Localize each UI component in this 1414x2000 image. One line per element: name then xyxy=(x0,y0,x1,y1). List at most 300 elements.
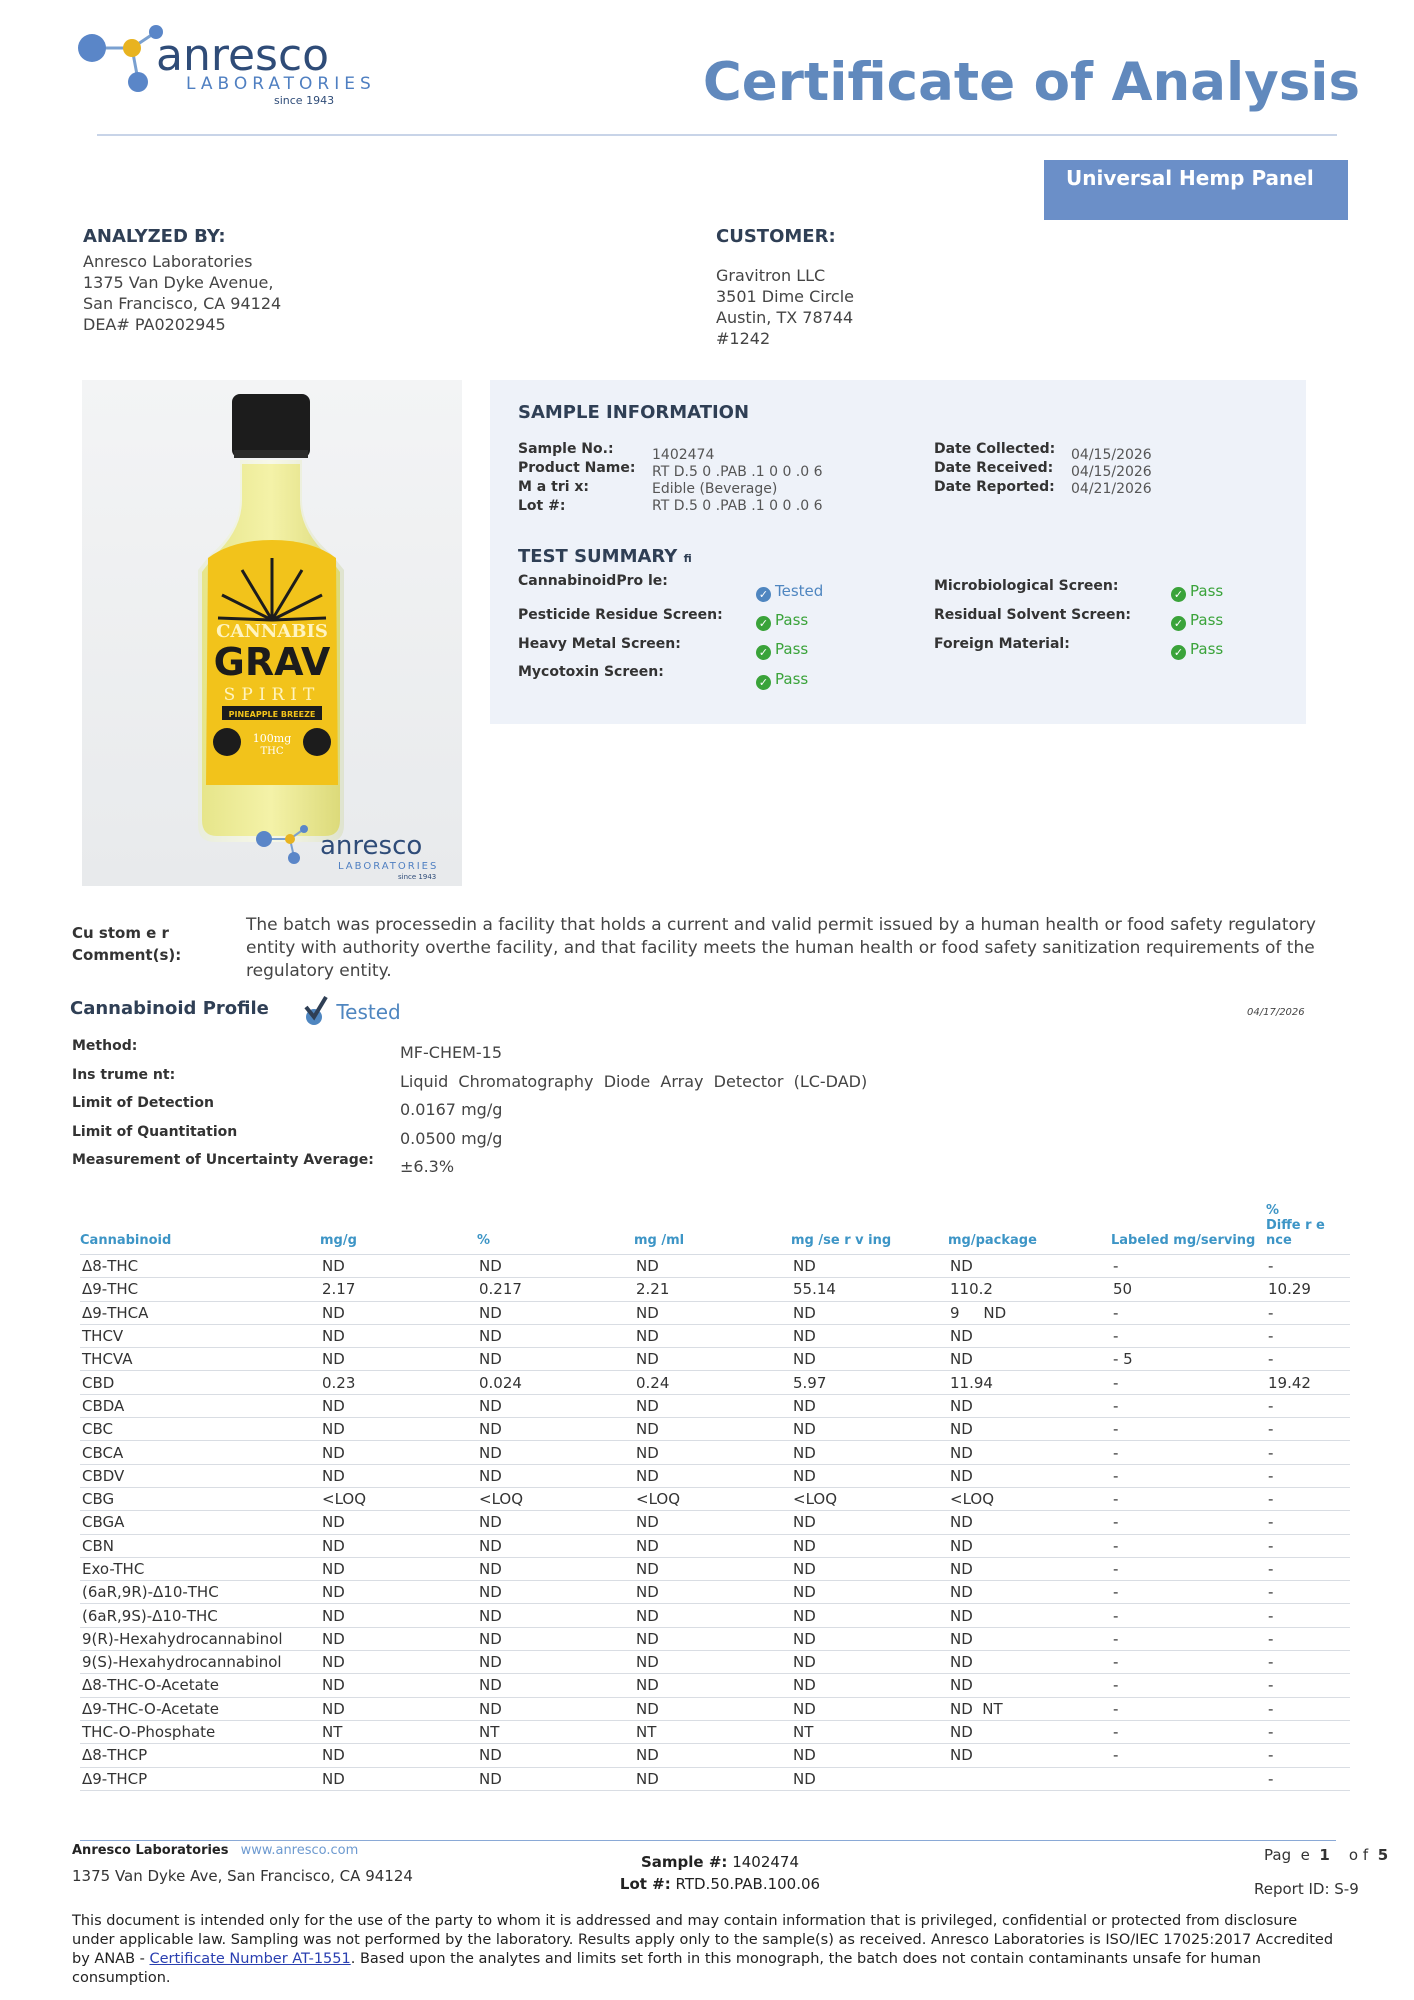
method-label: Limit of Quantitation xyxy=(72,1124,238,1140)
cannabinoid-table xyxy=(80,1203,1350,1791)
table-cell: - xyxy=(1266,1697,1350,1720)
info-value: RT D.5 0 .PAB .1 0 0 .0 6 xyxy=(652,464,823,480)
page-total: 5 xyxy=(1377,1846,1389,1864)
cannabinoid-name: CBC xyxy=(80,1418,320,1441)
summary-label: Residual Solvent Screen: xyxy=(934,607,1132,623)
table-cell: ND xyxy=(320,1348,477,1371)
info-value: RT D.5 0 .PAB .1 0 0 .0 6 xyxy=(652,498,823,514)
table-cell: 9 ND xyxy=(948,1301,1111,1324)
info-label: M a tri x: xyxy=(518,479,590,495)
table-cell: ND xyxy=(320,1394,477,1417)
table-cell: ND xyxy=(320,1581,477,1604)
table-cell: 0.217 xyxy=(477,1278,634,1301)
table-cell: ND xyxy=(634,1511,791,1534)
table-cell: - xyxy=(1266,1511,1350,1534)
table-cell: - xyxy=(1111,1627,1266,1650)
test-summary-heading xyxy=(518,546,692,567)
table-cell: - xyxy=(1266,1394,1350,1417)
table-cell: ND xyxy=(634,1324,791,1347)
table-cell: NT xyxy=(320,1720,477,1743)
comment-label-line: Comment(s): xyxy=(72,946,182,964)
table-cell: ND xyxy=(477,1324,634,1347)
method-value: 0.0167 mg/g xyxy=(400,1100,503,1119)
column-header: mg/g xyxy=(320,1203,477,1255)
panel-badge: Universal Hemp Panel xyxy=(1044,160,1348,220)
table-cell: ND xyxy=(948,1557,1111,1580)
method-label: Limit of Detection xyxy=(72,1095,214,1111)
table-cell: - xyxy=(1266,1604,1350,1627)
table-cell: ND xyxy=(634,1418,791,1441)
profile-heading: Cannabinoid Profile xyxy=(70,998,269,1019)
table-cell: - xyxy=(1266,1255,1350,1278)
table-header-row xyxy=(80,1203,1350,1255)
cannabinoid-name: Δ9-THCA xyxy=(80,1301,320,1324)
comment-label xyxy=(72,922,181,966)
summary-label: Mycotoxin Screen: xyxy=(518,664,664,680)
column-header: mg /se r v ing xyxy=(791,1203,948,1255)
summary-status-tested xyxy=(756,582,823,602)
table-row xyxy=(80,1464,1350,1487)
table-cell: - xyxy=(1266,1767,1350,1790)
tested-check-icon xyxy=(302,995,330,1027)
table-cell: ND xyxy=(634,1744,791,1767)
table-body xyxy=(80,1255,1350,1791)
summary-status-pass xyxy=(756,611,808,631)
table-cell: ND xyxy=(791,1394,948,1417)
table-cell: ND xyxy=(477,1301,634,1324)
cannabinoid-name: CBCA xyxy=(80,1441,320,1464)
test-summary-title: TEST SUMMARY xyxy=(518,546,678,567)
table-cell: ND xyxy=(634,1348,791,1371)
bottle-illustration xyxy=(82,380,462,886)
method-label: Method: xyxy=(72,1038,138,1054)
table-cell: ND xyxy=(791,1557,948,1580)
table-cell: ND xyxy=(320,1324,477,1347)
address-line: Austin, TX 78744 xyxy=(716,308,854,327)
page-title: Certificate of Analysis xyxy=(702,52,1360,113)
info-value: Edible (Beverage) xyxy=(652,481,778,497)
table-cell: ND xyxy=(477,1744,634,1767)
table-cell: ND xyxy=(320,1627,477,1650)
table-cell: - xyxy=(1111,1674,1266,1697)
method-labels xyxy=(72,1037,374,1179)
cannabinoid-name: CBD xyxy=(80,1371,320,1394)
table-cell: <LOQ xyxy=(634,1487,791,1510)
table-cell: - xyxy=(1266,1534,1350,1557)
table-row xyxy=(80,1441,1350,1464)
column-header: % xyxy=(477,1203,634,1255)
table-cell: ND xyxy=(634,1767,791,1790)
cannabinoid-name: CBN xyxy=(80,1534,320,1557)
comment-label-line: Cu stom e r xyxy=(72,924,169,942)
cannabinoid-name: THCV xyxy=(80,1324,320,1347)
footer-lab xyxy=(72,1843,358,1858)
table-row xyxy=(80,1278,1350,1301)
sample-info-values xyxy=(652,447,823,515)
table-row xyxy=(80,1511,1350,1534)
table-cell: ND xyxy=(477,1651,634,1674)
product-photo xyxy=(82,380,462,886)
table-cell: - xyxy=(1111,1394,1266,1417)
table-row xyxy=(80,1674,1350,1697)
table-cell: - xyxy=(1111,1441,1266,1464)
table-cell: - xyxy=(1111,1697,1266,1720)
info-label: Sample No.: xyxy=(518,441,614,457)
table-cell: ND xyxy=(948,1511,1111,1534)
table-cell: - xyxy=(1266,1581,1350,1604)
status-text: Tested xyxy=(775,582,824,600)
profile-status xyxy=(302,995,401,1027)
table-cell: ND xyxy=(634,1627,791,1650)
date-values xyxy=(1071,447,1152,498)
anresco-logo xyxy=(76,24,376,114)
table-cell: ND xyxy=(477,1394,634,1417)
table-cell: 0.23 xyxy=(320,1371,477,1394)
summary-label: Foreign Material: xyxy=(934,636,1070,652)
footer-website-link[interactable]: www.anresco.com xyxy=(240,1843,359,1858)
table-cell: ND xyxy=(320,1674,477,1697)
table-cell: - xyxy=(1266,1487,1350,1510)
table-cell: ND xyxy=(948,1720,1111,1743)
footer-lot xyxy=(550,1873,890,1895)
table-cell: <LOQ xyxy=(477,1487,634,1510)
date-value: 04/15/2026 xyxy=(1071,447,1152,463)
table-cell: ND xyxy=(948,1651,1111,1674)
table-cell: 10.29 xyxy=(1266,1278,1350,1301)
table-cell: ND xyxy=(791,1348,948,1371)
bottle-text-dose: 100mg xyxy=(252,732,292,745)
table-row xyxy=(80,1720,1350,1743)
table-cell: ND xyxy=(791,1511,948,1534)
table-cell: ND xyxy=(320,1744,477,1767)
table-cell: - xyxy=(1111,1604,1266,1627)
table-cell: 0.024 xyxy=(477,1371,634,1394)
footer-divider xyxy=(80,1840,1336,1841)
cannabinoid-name: Exo-THC xyxy=(80,1557,320,1580)
table-cell: ND xyxy=(320,1697,477,1720)
table-cell: ND xyxy=(634,1441,791,1464)
cannabinoid-name: CBGA xyxy=(80,1511,320,1534)
table-cell: ND xyxy=(320,1255,477,1278)
info-value: 1402474 xyxy=(652,447,715,463)
footer-lab-name: Anresco Laboratories xyxy=(72,1843,229,1858)
bottle-text-cannabis: CANNABIS xyxy=(216,621,328,642)
table-cell: 2.17 xyxy=(320,1278,477,1301)
table-row xyxy=(80,1418,1350,1441)
disclaimer xyxy=(72,1912,1342,1988)
summary-label: Microbiological Screen: xyxy=(934,578,1119,594)
table-cell: ND xyxy=(634,1604,791,1627)
table-cell: ND xyxy=(791,1464,948,1487)
check-icon: ✓ xyxy=(756,645,771,660)
cannabinoid-name: CBG xyxy=(80,1487,320,1510)
check-icon: ✓ xyxy=(756,616,771,631)
table-row xyxy=(80,1767,1350,1790)
summary-status-pass xyxy=(1171,640,1223,660)
table-row xyxy=(80,1627,1350,1650)
table-cell: - xyxy=(1111,1557,1266,1580)
summary-label: CannabinoidPro le: xyxy=(518,573,668,589)
customer-address xyxy=(716,265,854,349)
table-cell: - xyxy=(1111,1487,1266,1510)
table-cell: ND xyxy=(791,1767,948,1790)
page-word: Pag e xyxy=(1264,1846,1310,1864)
summary-label: Heavy Metal Screen: xyxy=(518,636,681,652)
table-cell: ND xyxy=(320,1418,477,1441)
cannabinoid-name: Δ8-THC xyxy=(80,1255,320,1278)
table-cell: ND xyxy=(320,1557,477,1580)
table-cell: - xyxy=(1266,1418,1350,1441)
table-cell: ND xyxy=(791,1697,948,1720)
table-cell: ND xyxy=(948,1418,1111,1441)
cannabinoid-name: CBDA xyxy=(80,1394,320,1417)
table-cell: ND xyxy=(320,1651,477,1674)
table-row xyxy=(80,1301,1350,1324)
method-value: ±6.3% xyxy=(400,1157,455,1176)
date-label: Date Collected: xyxy=(934,441,1056,457)
address-line: Anresco Laboratories xyxy=(83,252,253,271)
table-cell: - xyxy=(1266,1324,1350,1347)
footer-sample-label: Sample #: xyxy=(641,1853,728,1871)
table-cell: ND xyxy=(634,1301,791,1324)
table-cell: ND xyxy=(634,1534,791,1557)
table-row xyxy=(80,1651,1350,1674)
cannabinoid-name: (6aR,9R)-Δ10-THC xyxy=(80,1581,320,1604)
table-cell: ND xyxy=(948,1674,1111,1697)
table-cell: - xyxy=(1266,1464,1350,1487)
check-icon: ✓ xyxy=(1171,645,1186,660)
address-line: 3501 Dime Circle xyxy=(716,287,855,306)
info-label: Lot #: xyxy=(518,498,566,514)
table-cell: ND xyxy=(948,1255,1111,1278)
table-cell: ND xyxy=(948,1581,1111,1604)
profile-status-text: Tested xyxy=(336,1000,401,1024)
disclaimer-end: . Based upon the analytes and limits set forth in this monograph, the batch does not contain contaminants unsafe for human consumption. xyxy=(72,1951,1261,1986)
check-icon: ✓ xyxy=(1171,587,1186,602)
table-cell: ND xyxy=(477,1697,634,1720)
table-cell: NT xyxy=(634,1720,791,1743)
table-cell: - xyxy=(1266,1557,1350,1580)
comment-text: The batch was processedin a facility that holds a current and valid permit issued by a human health or food safety regulatory entity with authority overthe facility, and that facility meets the human health or food safety sanitization requirements of the regulatory entity. xyxy=(246,915,1316,981)
table-cell: ND xyxy=(477,1627,634,1650)
table-cell: ND xyxy=(791,1324,948,1347)
table-cell: ND xyxy=(320,1441,477,1464)
customer-heading: CUSTOMER: xyxy=(716,226,836,247)
status-text: Pass xyxy=(775,611,809,629)
table-cell: ND NT xyxy=(948,1697,1111,1720)
table-cell: ND xyxy=(477,1255,634,1278)
table-cell: ND xyxy=(477,1557,634,1580)
table-cell: 5.97 xyxy=(791,1371,948,1394)
table-cell: ND xyxy=(634,1255,791,1278)
table-row xyxy=(80,1324,1350,1347)
table-cell: - xyxy=(1111,1581,1266,1604)
table-cell: ND xyxy=(791,1534,948,1557)
check-icon: ✓ xyxy=(756,587,771,602)
page-number: 1 xyxy=(1319,1846,1330,1864)
logo-since: since 1943 xyxy=(274,94,335,107)
table-row xyxy=(80,1604,1350,1627)
table-cell: ND xyxy=(477,1604,634,1627)
status-text: Pass xyxy=(775,670,809,688)
date-label: Date Received: xyxy=(934,460,1054,476)
summary-status-pass xyxy=(756,640,808,660)
table-cell: ND xyxy=(320,1604,477,1627)
table-cell: ND xyxy=(948,1604,1111,1627)
cannabinoid-name: Δ8-THCP xyxy=(80,1744,320,1767)
summary-label: Pesticide Residue Screen: xyxy=(518,607,723,623)
table-cell: 55.14 xyxy=(791,1278,948,1301)
table-cell: - xyxy=(1266,1744,1350,1767)
table-cell: ND xyxy=(320,1767,477,1790)
table-cell: ND xyxy=(791,1604,948,1627)
cannabinoid-name: THCVA xyxy=(80,1348,320,1371)
date-labels xyxy=(934,440,1055,497)
table-cell: <LOQ xyxy=(948,1487,1111,1510)
table-cell: ND xyxy=(948,1348,1111,1371)
address-line: 1375 Van Dyke Avenue, xyxy=(83,273,274,292)
table-cell: - xyxy=(1111,1464,1266,1487)
table-cell: - xyxy=(1266,1627,1350,1650)
table-cell: - xyxy=(1266,1720,1350,1743)
table-cell xyxy=(1111,1767,1266,1790)
method-label: Ins trume nt: xyxy=(72,1067,176,1083)
table-cell: ND xyxy=(320,1301,477,1324)
sample-info-labels xyxy=(518,440,635,516)
summary-status-pass xyxy=(1171,611,1223,631)
bottle-text-dose-unit: THC xyxy=(260,746,284,757)
check-icon: ✓ xyxy=(756,675,771,690)
table-row xyxy=(80,1371,1350,1394)
info-label: Product Name: xyxy=(518,460,636,476)
table-cell: - xyxy=(1111,1534,1266,1557)
table-cell: - xyxy=(1111,1255,1266,1278)
summary-status-pass xyxy=(1171,582,1223,602)
page-of: o f xyxy=(1348,1846,1369,1864)
table-cell: ND xyxy=(791,1627,948,1650)
table-cell: - xyxy=(1111,1418,1266,1441)
table-cell: ND xyxy=(948,1394,1111,1417)
table-row xyxy=(80,1348,1350,1371)
table-row xyxy=(80,1534,1350,1557)
method-value: Liquid Chromatography Diode Array Detector (LC-DAD) xyxy=(400,1072,868,1091)
table-cell: ND xyxy=(791,1651,948,1674)
date-value: 04/15/2026 xyxy=(1071,464,1152,480)
table-cell: 19.42 xyxy=(1266,1371,1350,1394)
photo-logo-word: anresco xyxy=(320,831,423,861)
status-text: Pass xyxy=(1190,611,1224,629)
table-cell: ND xyxy=(948,1534,1111,1557)
table-cell: - xyxy=(1111,1744,1266,1767)
table-cell: ND xyxy=(634,1697,791,1720)
photo-logo-sub: LABORATORIES xyxy=(338,861,439,872)
table-cell: ND xyxy=(948,1744,1111,1767)
column-header: % Diffe r e nce xyxy=(1266,1203,1350,1255)
table-row xyxy=(80,1487,1350,1510)
table-cell: ND xyxy=(634,1464,791,1487)
table-cell: ND xyxy=(791,1674,948,1697)
report-id: Report ID: S-9 xyxy=(1254,1880,1359,1898)
cannabinoid-name: Δ8-THC-O-Acetate xyxy=(80,1674,320,1697)
table-cell: - xyxy=(1111,1371,1266,1394)
table-cell: ND xyxy=(791,1581,948,1604)
address-line: Gravitron LLC xyxy=(716,266,826,285)
disclaimer-text: This document is intended only for the use of the party to whom it is addressed and may contain information that is privileged, confidential or protected from disclosure under applicable law. Sampling was not performed by the laboratory. Results apply only to the sample(s) as received. Anresco Laboratories is ISO/IEC 17025:2017 Accredited by ANAB - xyxy=(72,1913,1334,1967)
table-cell: NT xyxy=(791,1720,948,1743)
table-cell: ND xyxy=(477,1464,634,1487)
method-value: 0.0500 mg/g xyxy=(400,1129,503,1148)
table-cell: ND xyxy=(477,1534,634,1557)
table-cell: 0.24 xyxy=(634,1371,791,1394)
method-values xyxy=(400,1043,867,1185)
table-cell: ND xyxy=(634,1674,791,1697)
table-row xyxy=(80,1394,1350,1417)
check-icon: ✓ xyxy=(1171,616,1186,631)
table-cell: ND xyxy=(791,1418,948,1441)
table-cell: - xyxy=(1266,1674,1350,1697)
photo-logo-since: since 1943 xyxy=(398,873,437,881)
cannabinoid-name: Δ9-THC xyxy=(80,1278,320,1301)
date-value: 04/21/2026 xyxy=(1071,481,1152,497)
logo-wordmark: anresco xyxy=(156,30,330,81)
table-cell: ND xyxy=(634,1557,791,1580)
table-cell: ND xyxy=(791,1301,948,1324)
status-text: Pass xyxy=(1190,582,1224,600)
column-header: mg /ml xyxy=(634,1203,791,1255)
table-cell: - xyxy=(1266,1651,1350,1674)
column-header: mg/package xyxy=(948,1203,1111,1255)
table-cell: 110.2 xyxy=(948,1278,1111,1301)
table-cell: ND xyxy=(948,1324,1111,1347)
date-label: Date Reported: xyxy=(934,479,1055,495)
table-row xyxy=(80,1744,1350,1767)
table-cell: ND xyxy=(477,1418,634,1441)
table-cell: - xyxy=(1266,1348,1350,1371)
analyzed-by-heading: ANALYZED BY: xyxy=(83,226,226,247)
table-cell: ND xyxy=(791,1441,948,1464)
table-cell: <LOQ xyxy=(320,1487,477,1510)
sample-info-heading: SAMPLE INFORMATION xyxy=(518,402,750,423)
cannabinoid-name: 9(R)-Hexahydrocannabinol xyxy=(80,1627,320,1650)
table-cell: ND xyxy=(477,1511,634,1534)
test-summary-suffix: fi xyxy=(683,552,692,565)
method-value: MF-CHEM-15 xyxy=(400,1043,503,1062)
table-cell: ND xyxy=(948,1441,1111,1464)
address-line: San Francisco, CA 94124 xyxy=(83,294,282,313)
footer-page xyxy=(1264,1846,1388,1864)
status-text: Pass xyxy=(1190,640,1224,658)
table-cell: ND xyxy=(948,1627,1111,1650)
table-cell: NT xyxy=(477,1720,634,1743)
status-text: Pass xyxy=(775,640,809,658)
table-cell: ND xyxy=(320,1534,477,1557)
analyzed-by-address xyxy=(83,251,281,335)
footer-sample xyxy=(550,1851,890,1873)
table-cell: ND xyxy=(948,1464,1111,1487)
table-cell: 50 xyxy=(1111,1278,1266,1301)
table-row xyxy=(80,1255,1350,1278)
table-cell: 2.21 xyxy=(634,1278,791,1301)
cannabinoid-name: Δ9-THC-O-Acetate xyxy=(80,1697,320,1720)
address-line: #1242 xyxy=(716,329,771,348)
method-label: Measurement of Uncertainty Average: xyxy=(72,1152,374,1168)
table-cell: ND xyxy=(634,1651,791,1674)
table-cell: - xyxy=(1266,1441,1350,1464)
column-header: Cannabinoid xyxy=(80,1203,320,1255)
certificate-link[interactable]: Certificate Number AT-1551 xyxy=(149,1951,351,1967)
footer-lot-label: Lot #: xyxy=(619,1875,671,1893)
logo-subtitle: LABORATORIES xyxy=(186,74,376,94)
